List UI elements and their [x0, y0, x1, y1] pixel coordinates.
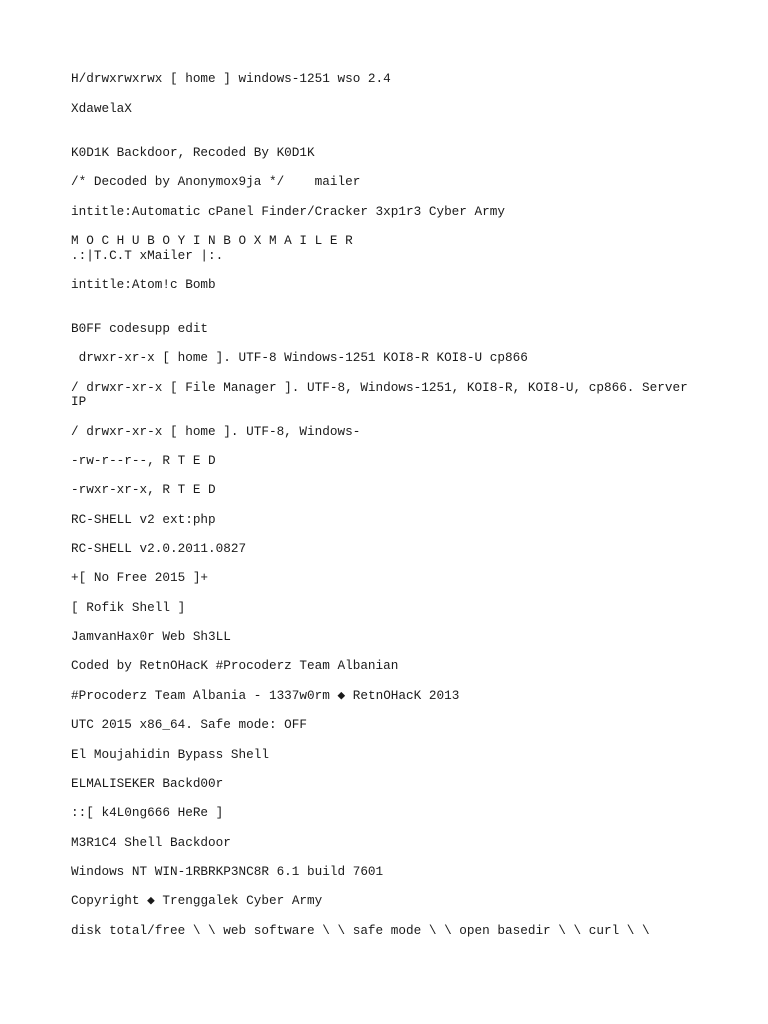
text-line: RC-SHELL v2 ext:php [71, 512, 216, 527]
text-line: ::[ k4L0ng666 HeRe ] [71, 805, 224, 820]
text-line: El Moujahidin Bypass Shell [71, 747, 269, 762]
text-line: JamvanHax0r Web Sh3LL [71, 629, 231, 644]
text-line: H/drwxrwxrwx [ home ] windows-1251 wso 2.4 [71, 71, 391, 86]
text-line: +[ No Free 2015 ]+ [71, 570, 209, 585]
text-line: M O C H U B O Y I N B O X M A I L E R [71, 233, 353, 248]
text-line: B0FF codesupp edit [71, 321, 209, 336]
text-line: disk total/free \ \ web software \ \ safe mode \ \ open basedir \ \ curl \ \ [71, 923, 650, 938]
text-line: .:|T.C.T xMailer |:. [71, 248, 224, 263]
text-line: IP [71, 394, 87, 409]
text-line: drwxr-xr-x [ home ]. UTF-8 Windows-1251 KOI8-R KOI8-U cp866 [71, 350, 528, 365]
text-line: #Procoderz Team Albania - 1337w0rm ◆ RetnOHacK 2013 [71, 688, 460, 703]
text-line: M3R1C4 Shell Backdoor [71, 835, 231, 850]
text-line: RC-SHELL v2.0.2011.0827 [71, 541, 247, 556]
text-line: XdawelaX [71, 101, 132, 116]
text-line: K0D1K Backdoor, Recoded By K0D1K [71, 145, 315, 160]
text-line: Coded by RetnOHacK #Procoderz Team Albanian [71, 658, 399, 673]
text-line: -rwxr-xr-x, R T E D [71, 482, 216, 497]
text-line: [ Rofik Shell ] [71, 600, 186, 615]
text-line: UTC 2015 x86_64. Safe mode: OFF [71, 717, 308, 732]
text-line: -rw-r--r--, R T E D [71, 453, 216, 468]
text-line: intitle:Automatic cPanel Finder/Cracker 3xp1r3 Cyber Army [71, 204, 505, 219]
text-line: Windows NT WIN-1RBRKP3NC8R 6.1 build 7601 [71, 864, 384, 879]
text-line: Copyright ◆ Trenggalek Cyber Army [71, 893, 323, 908]
text-line: / drwxr-xr-x [ home ]. UTF-8, Windows- [71, 424, 361, 439]
text-line: /* Decoded by Anonymox9ja */ mailer [71, 174, 361, 189]
text-line: / drwxr-xr-x [ File Manager ]. UTF-8, Windows-1251, KOI8-R, KOI8-U, cp866. Server [71, 380, 688, 395]
text-line: intitle:Atom!c Bomb [71, 277, 216, 292]
text-line: ELMALISEKER Backd00r [71, 776, 224, 791]
